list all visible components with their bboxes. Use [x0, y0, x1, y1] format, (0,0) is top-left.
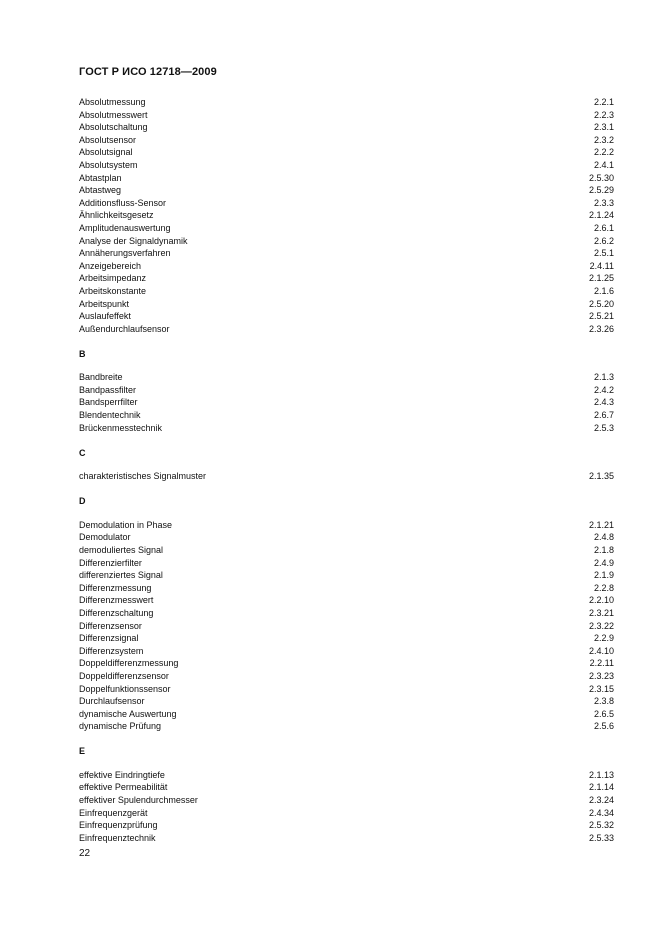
index-entry	[79, 531, 614, 544]
section-spacer	[79, 507, 614, 519]
entry-term: Blendentechnik	[79, 410, 141, 421]
index-entry	[79, 695, 614, 708]
entry-term: Einfrequenztechnik	[79, 832, 156, 843]
entry-reference: 2.5.29	[588, 185, 614, 196]
index-entry	[79, 96, 614, 109]
entry-term: Differenzmesswert	[79, 595, 154, 606]
index-entry	[79, 683, 614, 696]
entry-term: effektive Permeabilität	[79, 782, 168, 793]
index-entry	[79, 569, 614, 582]
entry-term: Bandbreite	[79, 372, 123, 383]
entry-term: Differenzsensor	[79, 620, 142, 631]
index-entry	[79, 594, 614, 607]
index-entry	[79, 222, 614, 235]
entry-term: effektive Eindringtiefe	[79, 769, 165, 780]
entry-reference: 2.1.9	[593, 570, 614, 581]
entry-reference: 2.3.22	[588, 620, 614, 631]
index-entry	[79, 519, 614, 532]
entry-term: Arbeitskonstante	[79, 285, 147, 296]
entry-term: dynamische Auswertung	[79, 708, 177, 719]
entry-term: differenziertes Signal	[79, 570, 163, 581]
entry-reference: 2.5.32	[588, 820, 614, 831]
entry-term: Amplitudenauswertung	[79, 222, 171, 233]
index-entry	[79, 235, 614, 248]
entry-term: Bandpassfilter	[79, 384, 137, 395]
entry-term: Einfrequenzprüfung	[79, 820, 158, 831]
entry-reference: 2.1.13	[588, 769, 614, 780]
entry-reference: 2.2.9	[593, 633, 614, 644]
entry-term: Additionsfluss-Sensor	[79, 197, 167, 208]
section-letter: B	[79, 348, 86, 359]
entry-term: Abtastweg	[79, 185, 122, 196]
entry-term: Analyse der Signaldynamik	[79, 235, 188, 246]
entry-term: Demodulation in Phase	[79, 519, 173, 530]
index-entry	[79, 272, 614, 285]
index-entry	[79, 396, 614, 409]
index-entry	[79, 769, 614, 782]
entry-reference: 2.2.8	[593, 582, 614, 593]
entry-reference: 2.1.24	[588, 210, 614, 221]
page-header: ГОСТ Р ИСО 12718—2009	[79, 66, 217, 78]
index-entry	[79, 607, 614, 620]
entry-term: Doppeldifferenzmessung	[79, 658, 179, 669]
section-letter: D	[79, 496, 86, 507]
entry-term: Absolutsystem	[79, 159, 138, 170]
entry-term: Durchlaufsensor	[79, 696, 145, 707]
entry-reference: 2.3.24	[588, 795, 614, 806]
entry-term: Arbeitsimpedanz	[79, 273, 147, 284]
index-entry	[79, 371, 614, 384]
entry-term: Differenzsystem	[79, 645, 144, 656]
entry-term: Bandsperrfilter	[79, 397, 138, 408]
entry-term: Differenzmessung	[79, 582, 152, 593]
entry-term: Doppelfunktionssensor	[79, 683, 171, 694]
entry-term: Brückenmesstechnik	[79, 422, 163, 433]
entry-reference: 2.1.35	[588, 471, 614, 482]
index-entry	[79, 720, 614, 733]
entry-reference: 2.5.20	[588, 298, 614, 309]
index-entry	[79, 708, 614, 721]
entry-term: Absolutsensor	[79, 134, 137, 145]
entry-reference: 2.4.11	[589, 260, 614, 271]
entry-term: Einfrequenzgerät	[79, 807, 148, 818]
entry-reference: 2.1.8	[593, 544, 614, 555]
index-entry	[79, 470, 614, 483]
index-entry	[79, 184, 614, 197]
index-entry	[79, 134, 614, 147]
entry-reference: 2.2.10	[588, 595, 614, 606]
entry-term: Außendurchlaufsensor	[79, 323, 170, 334]
index-entry	[79, 384, 614, 397]
entry-reference: 2.5.30	[588, 172, 614, 183]
entry-reference: 2.3.1	[593, 122, 614, 133]
entry-reference: 2.5.21	[588, 311, 614, 322]
entry-term: Ähnlichkeitsgesetz	[79, 210, 154, 221]
index-entry	[79, 121, 614, 134]
entry-term: Absolutmesswert	[79, 109, 148, 120]
index-entry	[79, 285, 614, 298]
entry-term: Anzeigebereich	[79, 260, 142, 271]
entry-reference: 2.4.34	[588, 807, 614, 818]
section-spacer	[79, 459, 614, 471]
page-number: 22	[79, 848, 91, 859]
index-entry	[79, 247, 614, 260]
entry-term: Absolutsignal	[79, 147, 133, 158]
entry-term: Doppeldifferenzsensor	[79, 670, 169, 681]
entry-reference: 2.6.7	[593, 410, 614, 421]
entry-reference: 2.5.33	[588, 832, 614, 843]
entry-term: Annäherungsverfahren	[79, 248, 171, 259]
entry-term: Abtastplan	[79, 172, 122, 183]
entry-reference: 2.5.6	[593, 721, 614, 732]
section-spacer	[79, 335, 614, 347]
index-entry	[79, 197, 614, 210]
entry-term: dynamische Prüfung	[79, 721, 162, 732]
entry-reference: 2.4.9	[593, 557, 614, 568]
entry-term: demoduliertes Signal	[79, 544, 164, 555]
index-entry	[79, 159, 614, 172]
index-entry	[79, 172, 614, 185]
entry-term: Demodulator	[79, 532, 131, 543]
index-entry	[79, 657, 614, 670]
index-entry	[79, 807, 614, 820]
index-entry	[79, 781, 614, 794]
entry-reference: 2.6.1	[593, 222, 614, 233]
section-spacer	[79, 360, 614, 372]
entry-reference: 2.2.2	[593, 147, 614, 158]
index-entry	[79, 819, 614, 832]
entry-reference: 2.4.2	[593, 384, 614, 395]
entry-term: Absolutmessung	[79, 97, 146, 107]
index-entry	[79, 832, 614, 845]
entry-reference: 2.3.21	[588, 607, 614, 618]
entry-reference: 2.1.21	[588, 519, 614, 530]
entry-term: Absolutschaltung	[79, 122, 148, 133]
index-entry	[79, 670, 614, 683]
section-letter: C	[79, 447, 86, 458]
entry-reference: 2.4.1	[593, 159, 614, 170]
section-spacer	[79, 483, 614, 495]
index-entry	[79, 794, 614, 807]
entry-reference: 2.3.23	[588, 670, 614, 681]
section-spacer	[79, 757, 614, 769]
index-entry	[79, 323, 614, 336]
entry-reference: 2.3.2	[593, 134, 614, 145]
index-entry	[79, 298, 614, 311]
index-entry	[79, 209, 614, 222]
entry-reference: 2.1.6	[593, 285, 614, 296]
entry-term: Arbeitspunkt	[79, 298, 130, 309]
entry-reference: 2.4.3	[593, 397, 614, 408]
index-entry	[79, 146, 614, 159]
index-entry	[79, 422, 614, 435]
index-entry	[79, 582, 614, 595]
section-letter: E	[79, 746, 86, 757]
entry-reference: 2.5.3	[593, 422, 614, 433]
entry-reference: 2.2.3	[593, 109, 614, 120]
entry-reference: 2.1.25	[588, 273, 614, 284]
entry-reference: 2.4.8	[593, 532, 614, 543]
entry-reference: 2.5.1	[593, 248, 614, 259]
entry-term: Differenzsignal	[79, 633, 139, 644]
entry-reference: 2.4.10	[588, 645, 614, 656]
entry-reference: 2.3.26	[588, 323, 614, 334]
entry-reference: 2.3.8	[593, 696, 614, 707]
entry-reference: 2.2.1	[593, 97, 614, 107]
section-spacer	[79, 733, 614, 745]
index-entry	[79, 632, 614, 645]
entry-reference: 2.6.2	[593, 235, 614, 246]
entry-reference: 2.2.11	[589, 658, 614, 669]
entry-reference: 2.6.5	[593, 708, 614, 719]
entry-reference: 2.3.15	[588, 683, 614, 694]
index-entry	[79, 310, 614, 323]
index-entry	[79, 645, 614, 658]
entry-term: Differenzierfilter	[79, 557, 142, 568]
entry-term: charakteristisches Signalmuster	[79, 471, 207, 482]
entry-term: Auslaufeffekt	[79, 311, 131, 322]
index-entry	[79, 544, 614, 557]
index-entry	[79, 409, 614, 422]
index-entry	[79, 620, 614, 633]
entry-reference: 2.1.3	[593, 372, 614, 383]
entry-reference: 2.3.3	[593, 197, 614, 208]
entry-term: Differenzschaltung	[79, 607, 154, 618]
entry-term: effektiver Spulendurchmesser	[79, 795, 198, 806]
index-entry	[79, 109, 614, 122]
index-entry	[79, 260, 614, 273]
entry-reference: 2.1.14	[588, 782, 614, 793]
term-index	[79, 96, 614, 844]
index-entry	[79, 557, 614, 570]
section-spacer	[79, 434, 614, 446]
